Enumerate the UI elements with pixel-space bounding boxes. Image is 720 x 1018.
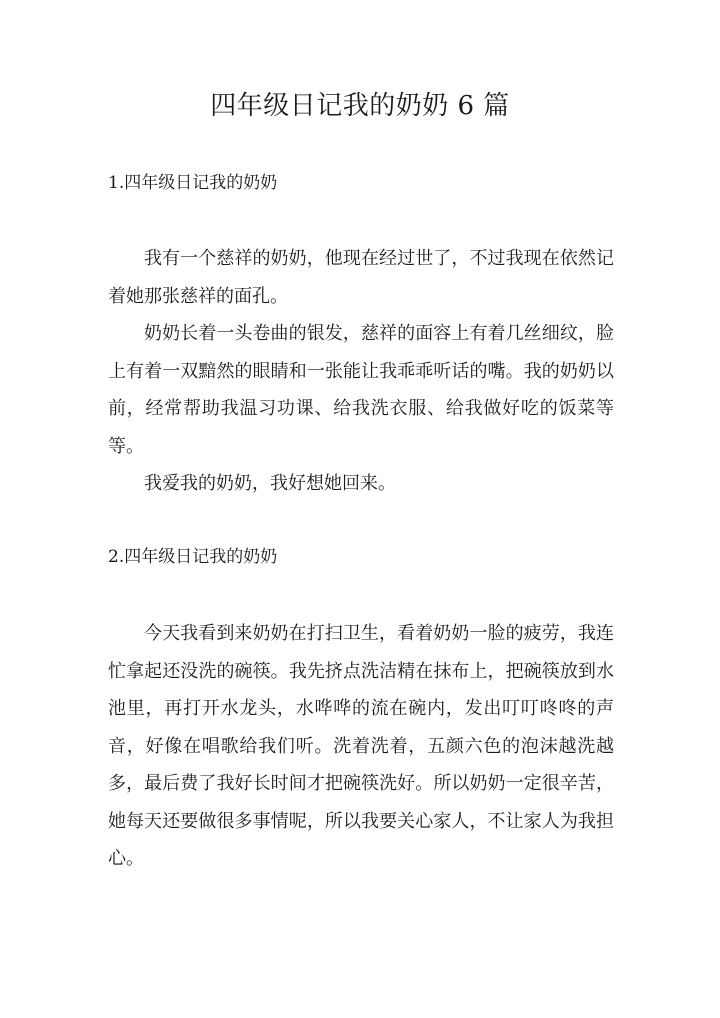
section-heading-1: 1.四年级日记我的奶奶 bbox=[108, 173, 278, 193]
paragraph: 今天我看到来奶奶在打扫卫生，看着奶奶一脸的疲劳，我连忙拿起还没洗的碗筷。我先挤点洗洁精在抹布上，把碗筷放到水池里，再打开水龙头，水哗哗的流在碗内，发出叮叮咚咚的声音，好像在唱歌给我们听。洗着洗着，五颜六色的泡沫越洗越多，最后费了我好长时间才把碗筷洗好。所以奶奶一定很辛苦，她每天还要做很多事情呢，所以我要关心家人，不让家人为我担心。 bbox=[108, 623, 614, 869]
document-title: 四年级日记我的奶奶 6 篇 bbox=[210, 91, 510, 121]
section-heading-2: 2.四年级日记我的奶奶 bbox=[108, 547, 278, 567]
section-body-2 bbox=[108, 615, 614, 878]
section-body-1 bbox=[108, 240, 614, 503]
paragraph: 我爱我的奶奶，我好想她回来。 bbox=[144, 473, 396, 494]
paragraph: 我有一个慈祥的奶奶，他现在经过世了，不过我现在依然记着她那张慈祥的面孔。 bbox=[108, 248, 614, 307]
paragraph: 奶奶长着一头卷曲的银发，慈祥的面容上有着几丝细纹，脸上有着一双黯然的眼睛和一张能让我乖乖听话的嘴。我的奶奶以前，经常帮助我温习功课、给我洗衣服、给我做好吃的饭菜等等。 bbox=[108, 323, 614, 457]
